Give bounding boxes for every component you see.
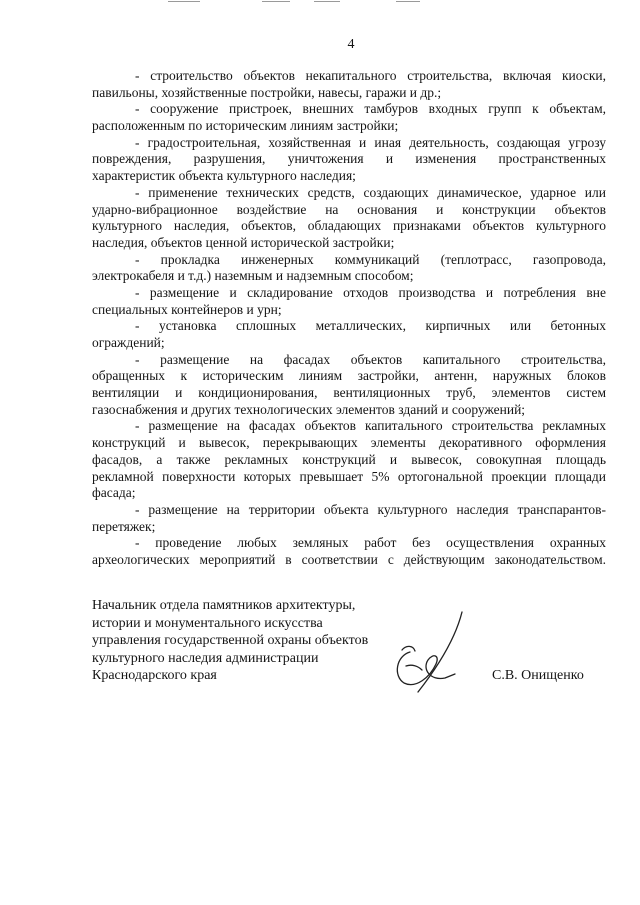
- list-item: [92, 318, 606, 351]
- text-line: ударно-вибрационное воздействие на основания и конструкции объектов: [92, 201, 606, 217]
- list-item: [92, 252, 606, 285]
- text-line: повреждения, разрушения, уничтожения и изменения пространственных: [92, 151, 606, 167]
- text-line: фасадов, а также рекламных конструкций и вывесок, совокупная площадь: [92, 451, 606, 467]
- text-line: культурного наследия, объектов, обладающих признаками объектов культурного: [92, 218, 606, 234]
- scan-artifact: [314, 1, 340, 2]
- text-line: наследия, объектов ценной исторической застройки;: [92, 234, 395, 250]
- text-line: - проведение любых земляных работ без осуществления охранных: [135, 535, 606, 551]
- text-line: - размещение и складирование отходов производства и потребления вне: [135, 284, 606, 300]
- text-line: расположенным по историческим линиям застройки;: [92, 118, 399, 134]
- text-line: перетяжек;: [92, 518, 156, 534]
- text-line: обращенных к историческим линиям застройки, антенн, наружных блоков: [92, 368, 606, 384]
- text-line: вентиляции и кондиционирования, вентиляционных труб, элементов систем: [92, 385, 606, 401]
- list-item: [92, 285, 606, 318]
- text-line: - размещение на территории объекта культурного наследия транспарантов-: [135, 501, 606, 517]
- signatory-title-line: истории и монументального искусства: [92, 615, 323, 631]
- signatory-title: [92, 597, 392, 685]
- text-line: - размещение на фасадах объектов капитального строительства рекламных: [135, 418, 606, 434]
- text-line: газоснабжения и других технологических элементов зданий и сооружений;: [92, 401, 526, 417]
- text-line: - размещение на фасадах объектов капитального строительства,: [135, 351, 606, 367]
- text-line: - установка сплошных металлических, кирпичных или бетонных: [135, 318, 606, 334]
- text-line: электрокабеля и т.д.) наземным и надземным способом;: [92, 268, 414, 284]
- signatory-title-line: Начальник отдела памятников архитектуры,: [92, 598, 356, 613]
- scan-artifact: [262, 1, 290, 2]
- signatory-title-line: управления государственной охраны объектов: [92, 633, 369, 648]
- text-line: ограждений;: [92, 335, 165, 350]
- list-item: [92, 418, 606, 501]
- list-item: [92, 101, 606, 134]
- text-line: фасада;: [92, 485, 136, 501]
- text-line: - градостроительная, хозяйственная и иная деятельность, создающая угрозу: [135, 134, 606, 150]
- page-number: 4: [347, 37, 355, 52]
- list-item: [92, 135, 606, 185]
- text-line: археологических мероприятий в соответствии с действующим законодательством.: [92, 551, 606, 567]
- signatory-title-line: культурного наследия администрации: [92, 650, 319, 666]
- signatory-title-line: Краснодарского края: [92, 668, 217, 683]
- list-item: [92, 535, 606, 568]
- scan-artifact: [396, 1, 420, 2]
- list-item: [92, 68, 606, 101]
- list-item: [92, 185, 606, 252]
- list-item: [92, 502, 606, 535]
- text-line: - прокладка инженерных коммуникаций (теплотрасс, газопровода,: [135, 251, 606, 267]
- scan-artifact: [168, 1, 200, 2]
- text-line: - сооружение пристроек, внешних тамбуров входных групп к объектам,: [135, 101, 606, 117]
- text-line: павильоны, хозяйственные постройки, навесы, гаражи и др.;: [92, 84, 442, 100]
- signatory-name: С.В. Онищенко: [492, 668, 584, 683]
- text-line: характеристик объекта культурного наследия;: [92, 168, 356, 184]
- text-line: рекламной поверхности которых превышает 5% ортогональной проекции площади: [92, 468, 606, 484]
- text-line: специальных контейнеров и урн;: [92, 301, 282, 317]
- text-line: - применение технических средств, создающих динамическое, ударное или: [135, 184, 606, 200]
- handwritten-signature: [388, 606, 470, 696]
- document-body: [92, 68, 606, 569]
- text-line: конструкций и вывесок, перекрывающих элементы декоративного оформления: [92, 435, 606, 451]
- list-item: [92, 352, 606, 419]
- text-line: - строительство объектов некапитального строительства, включая киоски,: [135, 68, 606, 83]
